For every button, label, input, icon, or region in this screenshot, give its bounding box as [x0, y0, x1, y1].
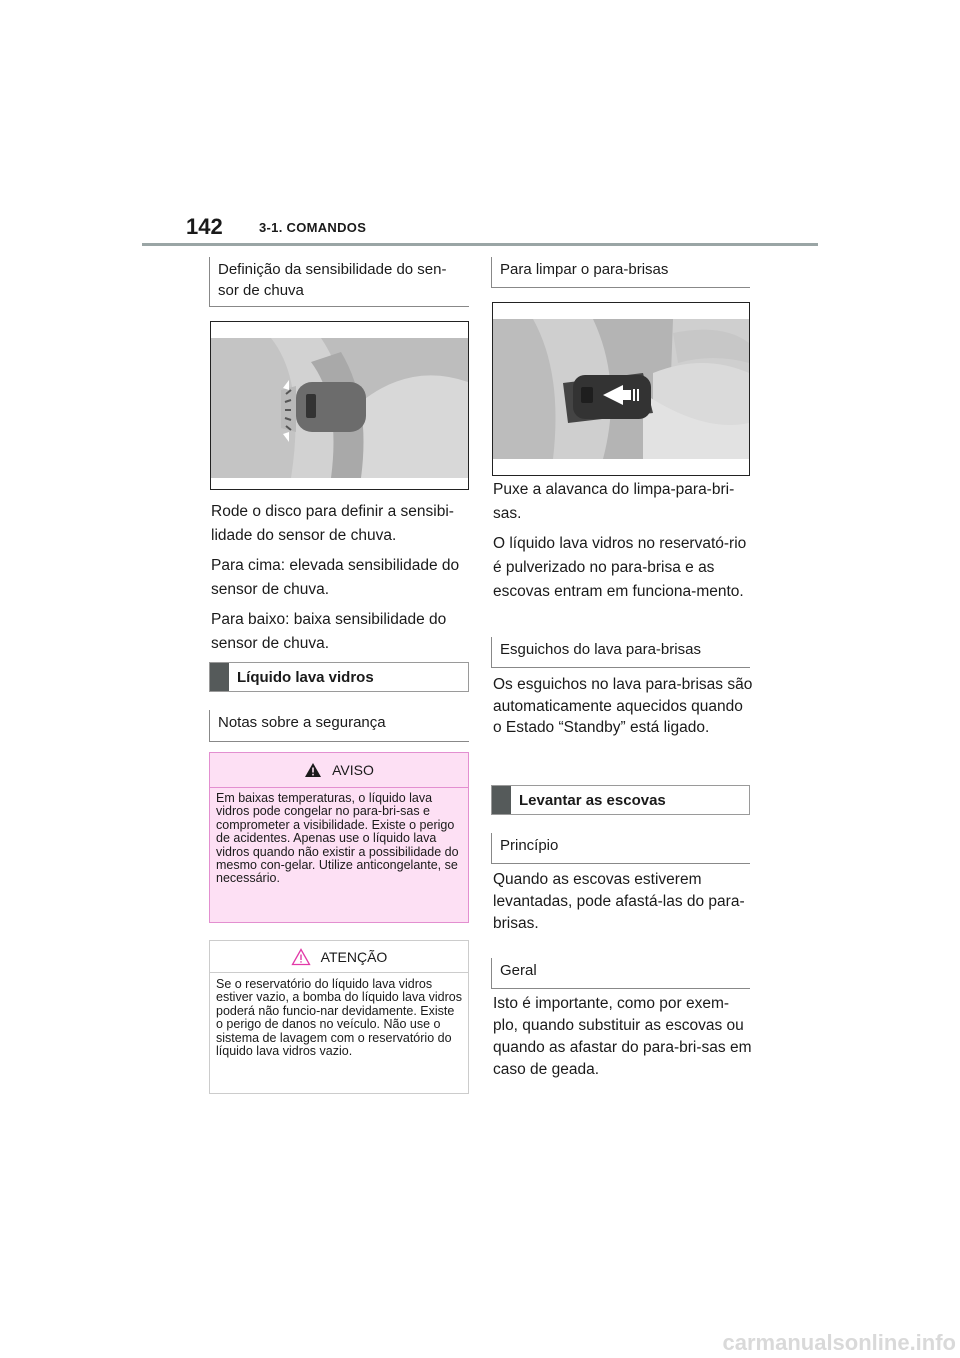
- caution-box: [209, 940, 469, 1094]
- header-rule: [142, 243, 818, 246]
- rain-sensor-text: [211, 500, 471, 662]
- nozzles-paragraph: Os esguichos no lava para-brisas são automaticamente aquecidos quando o Estado “Standby” está ligado.: [493, 676, 753, 736]
- warning-box: [209, 752, 469, 923]
- warning-triangle-icon: [304, 762, 322, 778]
- clean-paragraph: Puxe a alavanca do limpa-para-bri-sas.: [493, 481, 735, 522]
- clean-windshield-text: [493, 478, 753, 610]
- section-title: Líquido lava vidros: [237, 668, 374, 686]
- washer-nozzles-text: [493, 674, 753, 745]
- caution-title: ATENÇÃO: [320, 948, 388, 965]
- section-bar: [210, 663, 229, 691]
- principle-text: [493, 869, 753, 941]
- washer-fluid-section-heading: [209, 662, 469, 692]
- rain-sensor-dial-image: [210, 321, 469, 490]
- safety-notes-heading: Notas sobre a segurança: [209, 710, 469, 742]
- raise-wipers-section-heading: [491, 785, 750, 815]
- caution-text: Se o reservatório do líquido lava vidros estiver vazio, a bomba do líquido lava vidros poderá não funcio-nar devidamente. Existe o perigo de danos no veículo. Não use o sistema de lavagem com o reservatório do líquido lava vidros vazio.: [210, 972, 468, 1058]
- section-bar: [492, 786, 511, 814]
- general-paragraph: Isto é importante, como por exem-plo, quando substituir as escovas ou quando as afastar do para-bri-sas em caso de geada.: [493, 995, 752, 1078]
- rain-sensor-heading: Definição da sensibilidade do sen-sor de chuva: [209, 257, 469, 307]
- rain-sensor-paragraph: Rode o disco para definir a sensibi-lidade do sensor de chuva.: [211, 503, 454, 544]
- general-text: [493, 993, 753, 1087]
- caution-title-row: [210, 941, 468, 972]
- clean-windshield-heading: Para limpar o para-brisas: [491, 257, 750, 288]
- section-title: Levantar as escovas: [519, 791, 666, 809]
- washer-nozzles-heading: Esguichos do lava para-brisas: [491, 637, 750, 668]
- rain-sensor-paragraph: Para baixo: baixa sensibilidade do sensor de chuva.: [211, 611, 447, 652]
- rain-sensor-paragraph: Para cima: elevada sensibilidade do sensor de chuva.: [211, 557, 460, 598]
- warning-title: AVISO: [332, 762, 374, 778]
- page-number: 142: [186, 214, 223, 239]
- principle-heading: Princípio: [491, 833, 750, 864]
- general-heading: Geral: [491, 958, 750, 989]
- chapter-title: 3-1. COMANDOS: [259, 220, 367, 235]
- clean-paragraph: O líquido lava vidros no reservató-rio é pulverizado no para-brisa e as escovas entram em funciona-mento.: [493, 535, 747, 600]
- warning-text: Em baixas temperaturas, o líquido lava vidros pode congelar no para-bri-sas e comprometer a visibilidade. Existe o perigo de acidentes. Apenas use o líquido lava vidros quando não existir a possibilidade do mesmo con-gelar. Utilize anticongelante, se necessário.: [210, 787, 468, 886]
- principle-paragraph: Quando as escovas estiverem levantadas, pode afastá-las do para-brisas.: [493, 871, 745, 932]
- watermark: carmanualsonline.info: [722, 1330, 956, 1355]
- warning-title-row: [210, 753, 468, 787]
- wiper-lever-image: [492, 302, 750, 476]
- caution-triangle-icon: [291, 948, 311, 966]
